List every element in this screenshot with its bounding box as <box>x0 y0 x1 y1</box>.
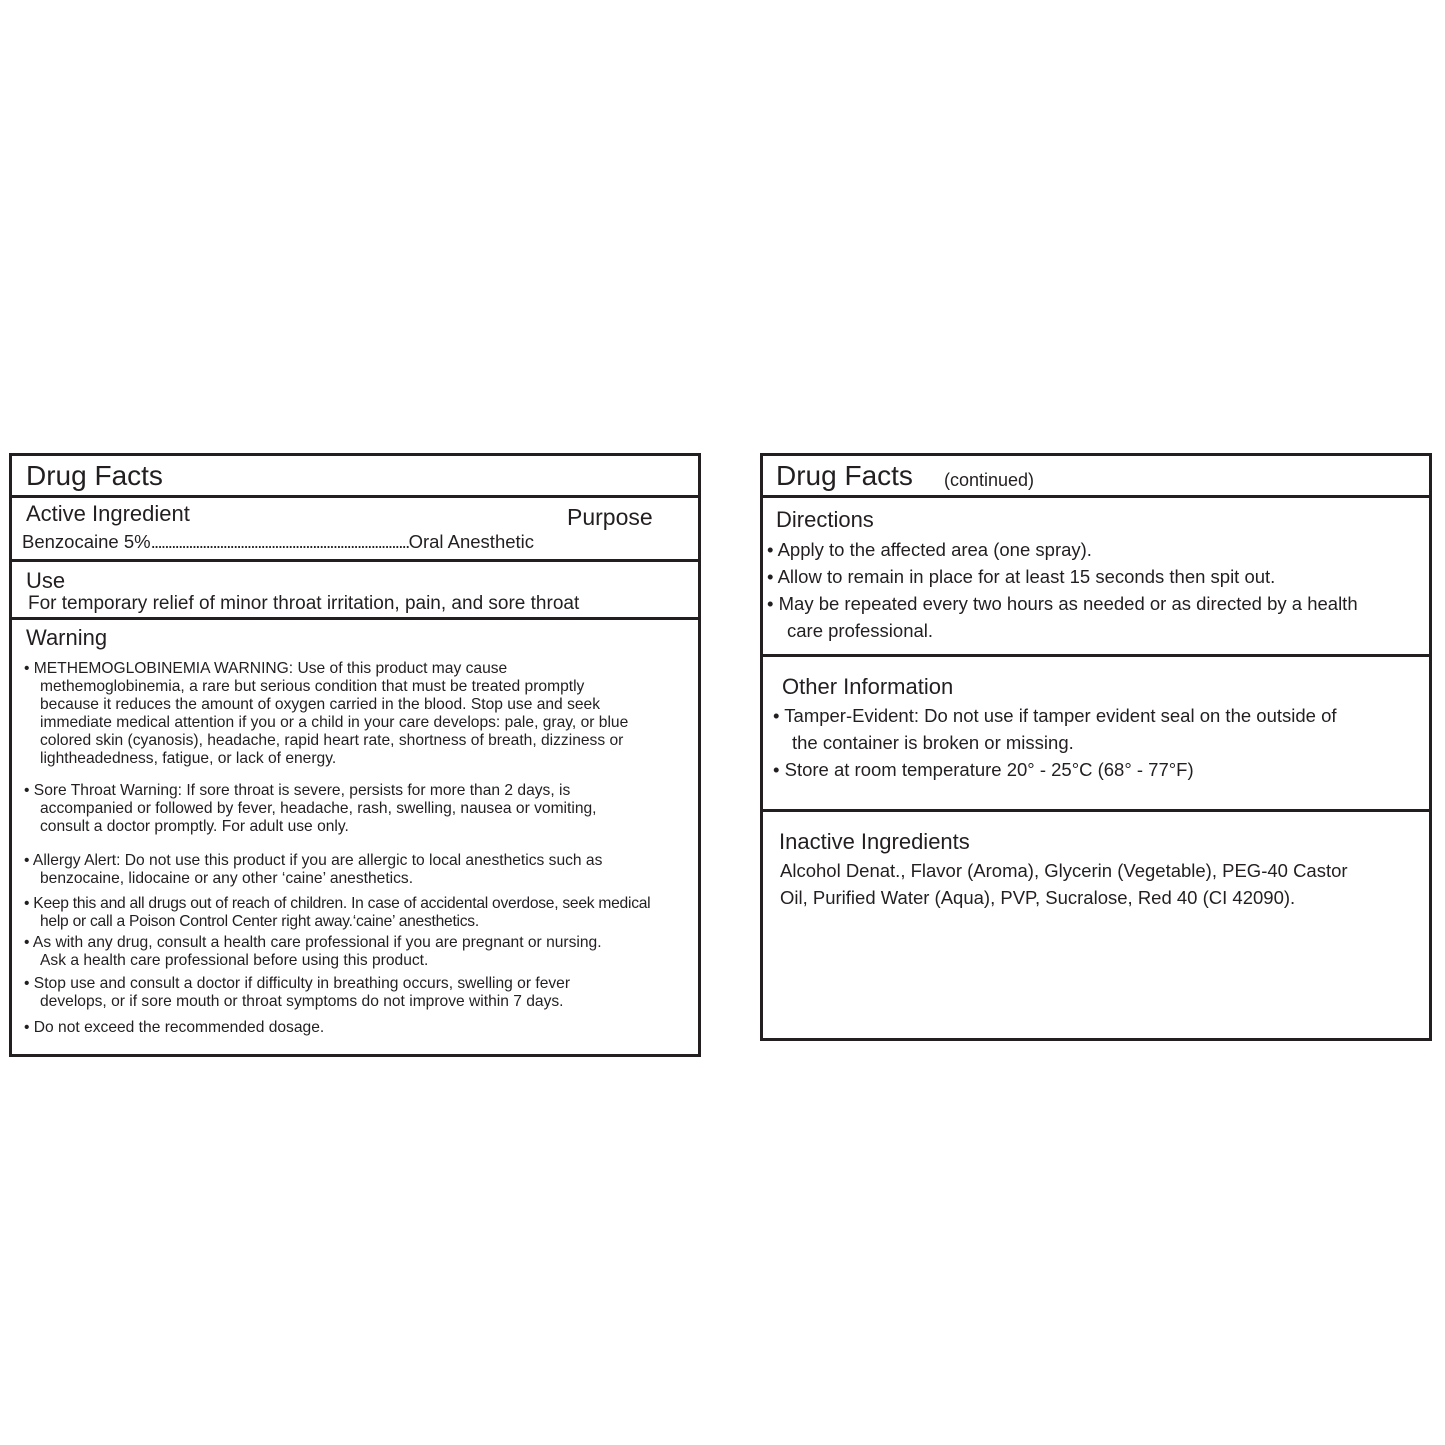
directions-line: • Allow to remain in place for at least 15 seconds then spit out. <box>767 566 1276 587</box>
inactive-ingredients-list <box>780 857 1348 911</box>
warning-line: • Allergy Alert: Do not use this product if you are allergic to local anesthetics such as <box>24 852 603 869</box>
active-ingredient-heading: Active Ingredient <box>26 501 190 526</box>
other-information-list <box>773 702 1337 783</box>
warning-line: immediate medical attention if you or a child in your care develops: pale, gray, or blue <box>40 714 629 731</box>
warning-line: • Do not exceed the recommended dosage. <box>24 1019 325 1036</box>
directions-section <box>763 495 1429 654</box>
ingredient-name: Benzocaine 5% <box>22 531 151 552</box>
use-heading: Use <box>26 568 66 593</box>
directions-line: • Apply to the affected area (one spray). <box>767 539 1092 560</box>
warning-line: • METHEMOGLOBINEMIA WARNING: Use of this product may cause <box>24 660 508 677</box>
inactive-ingredients-heading: Inactive Ingredients <box>779 829 970 854</box>
other-information-line: the container is broken or missing. <box>792 732 1074 753</box>
inactive-ingredients-section <box>763 809 1429 1038</box>
warning-line: colored skin (cyanosis), headache, rapid heart rate, shortness of breath, dizziness or <box>40 732 624 749</box>
use-section <box>12 559 698 617</box>
warning-line: • Sore Throat Warning: If sore throat is severe, persists for more than 2 days, is <box>24 782 571 799</box>
drug-facts-panel-left <box>9 453 701 1057</box>
warning-line: methemoglobinemia, a rare but serious condition that must be treated promptly <box>40 678 585 695</box>
other-information-line: • Tamper-Evident: Do not use if tamper evident seal on the outside of <box>773 705 1337 726</box>
warning-item-keep-out-of-reach <box>24 895 688 931</box>
ingredient-purpose: Oral Anesthetic <box>408 531 535 552</box>
directions-list <box>767 536 1358 644</box>
warning-line: Ask a health care professional before using this product. <box>40 952 429 969</box>
warning-item-stop-use <box>24 975 688 1011</box>
warning-line: benzocaine, lidocaine or any other ‘caine’ anesthetics. <box>40 870 414 887</box>
panel-title: Drug Facts <box>776 460 913 491</box>
warning-section <box>12 617 698 1054</box>
warning-line: because it reduces the amount of oxygen carried in the blood. Stop use and seek <box>40 696 601 713</box>
panel-title-suffix: (continued) <box>944 470 1035 490</box>
warning-line: develops, or if sore mouth or throat symptoms do not improve within 7 days. <box>40 993 564 1010</box>
active-ingredient-section <box>12 495 698 559</box>
title-section <box>12 456 698 495</box>
warning-line: • As with any drug, consult a health care professional if you are pregnant or nursing. <box>24 934 602 951</box>
warning-line: • Stop use and consult a doctor if difficulty in breathing occurs, swelling or fever <box>24 975 571 992</box>
warning-line: • Keep this and all drugs out of reach of children. In case of accidental overdose, seek medical <box>24 895 651 912</box>
warning-item-dosage <box>24 1019 688 1037</box>
warning-item-allergy-alert <box>24 852 688 888</box>
inactive-ingredients-line: Oil, Purified Water (Aqua), PVP, Sucralose, Red 40 (CI 42090). <box>780 887 1296 908</box>
use-text: For temporary relief of minor throat irritation, pain, and sore throat <box>28 593 580 614</box>
warning-item-sore-throat <box>24 782 688 836</box>
warning-line: lightheadedness, fatigue, or lack of energy. <box>40 750 337 767</box>
other-information-heading: Other Information <box>782 674 954 699</box>
inactive-ingredients-line: Alcohol Denat., Flavor (Aroma), Glycerin (Vegetable), PEG-40 Castor <box>780 860 1348 881</box>
directions-line: care professional. <box>787 620 934 641</box>
dot-leader: ........................................................................... <box>150 531 409 552</box>
warning-line: consult a doctor promptly. For adult use only. <box>40 818 349 835</box>
directions-heading: Directions <box>776 507 874 532</box>
drug-facts-panel-right <box>760 453 1432 1041</box>
warning-line: help or call a Poison Control Center right away.‘caine’ anesthetics. <box>40 913 479 930</box>
panel-title: Drug Facts <box>26 460 163 491</box>
active-ingredient-row <box>22 531 534 553</box>
directions-line: • May be repeated every two hours as needed or as directed by a health <box>767 593 1358 614</box>
purpose-heading: Purpose <box>567 504 653 530</box>
warning-item-pregnant-nursing <box>24 934 688 970</box>
warning-line: accompanied or followed by fever, headache, rash, swelling, nausea or vomiting, <box>40 800 597 817</box>
warning-heading: Warning <box>26 625 108 650</box>
warning-item-methemoglobinemia <box>24 660 688 768</box>
other-information-line: • Store at room temperature 20° - 25°C (68° - 77°F) <box>773 759 1194 780</box>
title-section <box>763 456 1429 495</box>
other-information-section <box>763 654 1429 809</box>
